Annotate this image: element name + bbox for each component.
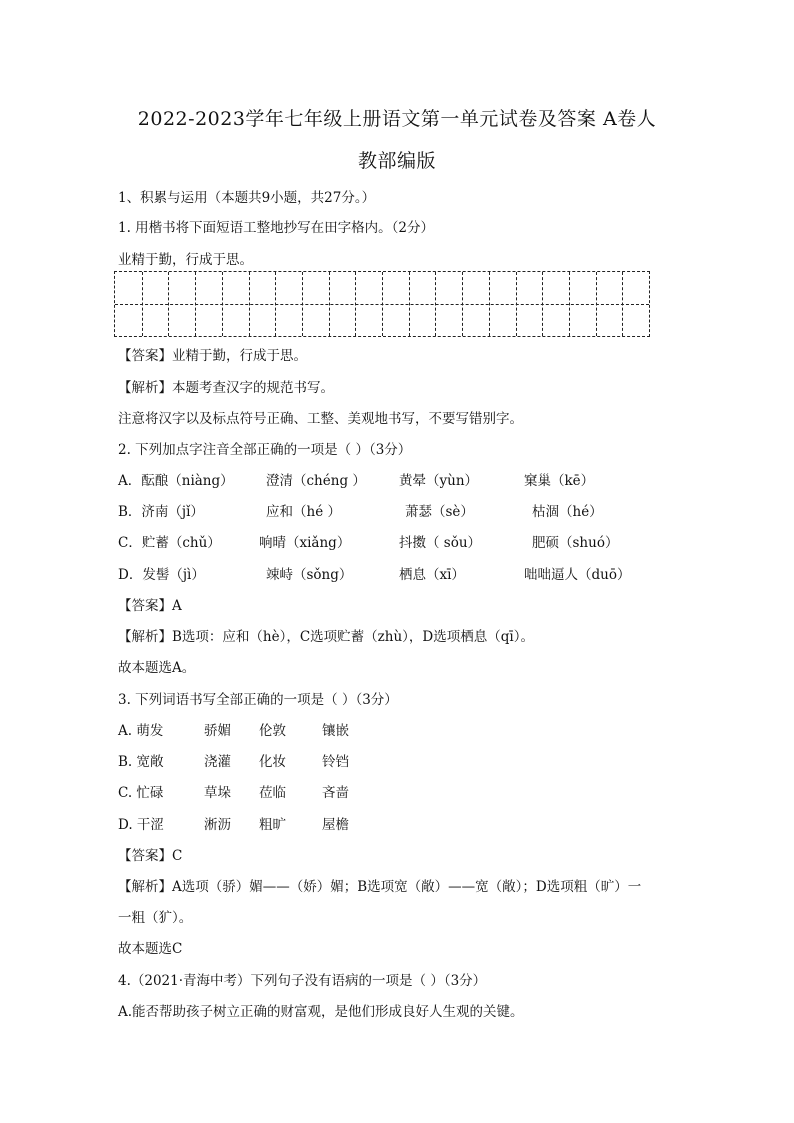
q3-analysis-continued: 一粗（犷）。 [118,910,193,926]
grid-column-line [409,272,410,336]
q1-stem: 1. 用楷书将下面短语工整地抄写在田字格内。（2分） [118,220,435,236]
q3-option-c-2: 草垛 [204,785,231,801]
q4-option-a: A.能否帮助孩子树立正确的财富观，是他们形成良好人生观的关键。 [118,1004,524,1020]
grid-column-line [382,272,383,336]
q3-option-b-3: 化妆 [259,754,286,770]
q2-option-c-4: 肥硕（shuó） [532,535,619,551]
grid-column-line [302,272,303,336]
q2-analysis: 【解析】B选项：应和（hè），C选项贮蓄（zhù），D选项栖息（qī）。 [118,629,534,645]
grid-column-line [195,272,196,336]
grid-column-line [249,272,250,336]
q2-option-a-2: 澄清（chéng ） [266,473,366,489]
q1-analysis: 【解析】本题考查汉字的规范书写。 [118,380,334,396]
q2-option-c-2: 响晴（xiǎng） [259,535,351,551]
grid-column-line [142,272,143,336]
q3-analysis: 【解析】A选项（骄）媚——（娇）媚；B选项宽（敞）——宽（敞）；D选项粗（旷）一 [118,879,642,895]
q3-option-d-2: 淅沥 [204,817,231,833]
q3-option-c-1: C. 忙碌 [118,785,164,801]
q3-option-a-3: 伦敦 [259,723,286,739]
q2-conclusion: 故本题选A。 [118,660,196,676]
q3-option-a-1: A. 萌发 [118,723,164,739]
q2-option-c-1: C．贮蓄（chǔ） [118,535,221,551]
q3-option-d-1: D. 干涩 [118,817,164,833]
q2-option-d-2: 竦峙（sǒng） [266,567,353,583]
document-title-line-1: 2022-2023学年七年级上册语文第一单元试卷及答案 A卷人 [137,108,657,130]
q2-option-d-3: 栖息（xī） [399,567,465,583]
q3-conclusion: 故本题选C [118,941,183,957]
document-title-line-2: 教部编版 [357,150,436,172]
grid-column-line [168,272,169,336]
grid-column-line [222,272,223,336]
grid-column-line [569,272,570,336]
grid-column-line [489,272,490,336]
grid-column-line [462,272,463,336]
q2-option-b-1: B．济南（jǐ） [118,504,204,520]
tianzige-grid [114,271,650,337]
q3-option-d-4: 屋檐 [322,817,349,833]
grid-column-line [596,272,597,336]
grid-column-line [622,272,623,336]
grid-column-line [542,272,543,336]
q2-stem: 2. 下列加点字注音全部正确的一项是（ ）（3分） [118,442,412,458]
q2-option-b-4: 枯涸（hé） [532,504,603,520]
q1-answer: 【答案】业精于勤，行成于思。 [118,348,307,364]
q2-option-c-3: 抖擞（ sǒu） [399,535,482,551]
q3-option-c-3: 莅临 [259,785,286,801]
grid-column-line [435,272,436,336]
q3-stem: 3. 下列词语书写全部正确的一项是（ ）（3分） [118,692,398,708]
q2-option-d-4: 咄咄逼人（duō） [524,567,631,583]
q3-option-b-2: 浇灌 [204,754,231,770]
q2-option-a-1: A．酝酿（niàng） [118,473,234,489]
q2-option-b-2: 应和（hé ） [266,504,341,520]
grid-column-line [329,272,330,336]
q3-option-b-1: B. 宽敞 [118,754,164,770]
q3-option-c-4: 吝啬 [322,785,349,801]
q3-option-a-4: 镶嵌 [322,723,349,739]
grid-column-line [355,272,356,336]
q3-option-d-3: 粗旷 [259,817,286,833]
q1-analysis-note: 注意将汉字以及标点符号正确、工整、美观地书写，不要写错别字。 [118,411,523,427]
q3-answer: 【答案】C [118,848,183,864]
q3-option-a-2: 骄媚 [204,723,231,739]
grid-column-line [275,272,276,336]
q2-option-b-3: 萧瑟（sè） [405,504,474,520]
q1-phrase: 业精于勤，行成于思。 [118,252,253,268]
q2-option-a-3: 黄晕（yùn） [399,473,479,489]
q2-answer: 【答案】A [118,598,182,614]
q2-option-a-4: 窠巢（kē） [524,473,595,489]
section-heading: 1、积累与运用（本题共9小题，共27分。） [118,190,376,206]
grid-column-line [516,272,517,336]
q2-option-d-1: D．发髻（jì） [118,567,205,583]
q4-stem: 4.（2021·青海中考）下列句子没有语病的一项是（ ）（3分） [118,973,487,989]
q3-option-b-4: 铃铛 [322,754,349,770]
